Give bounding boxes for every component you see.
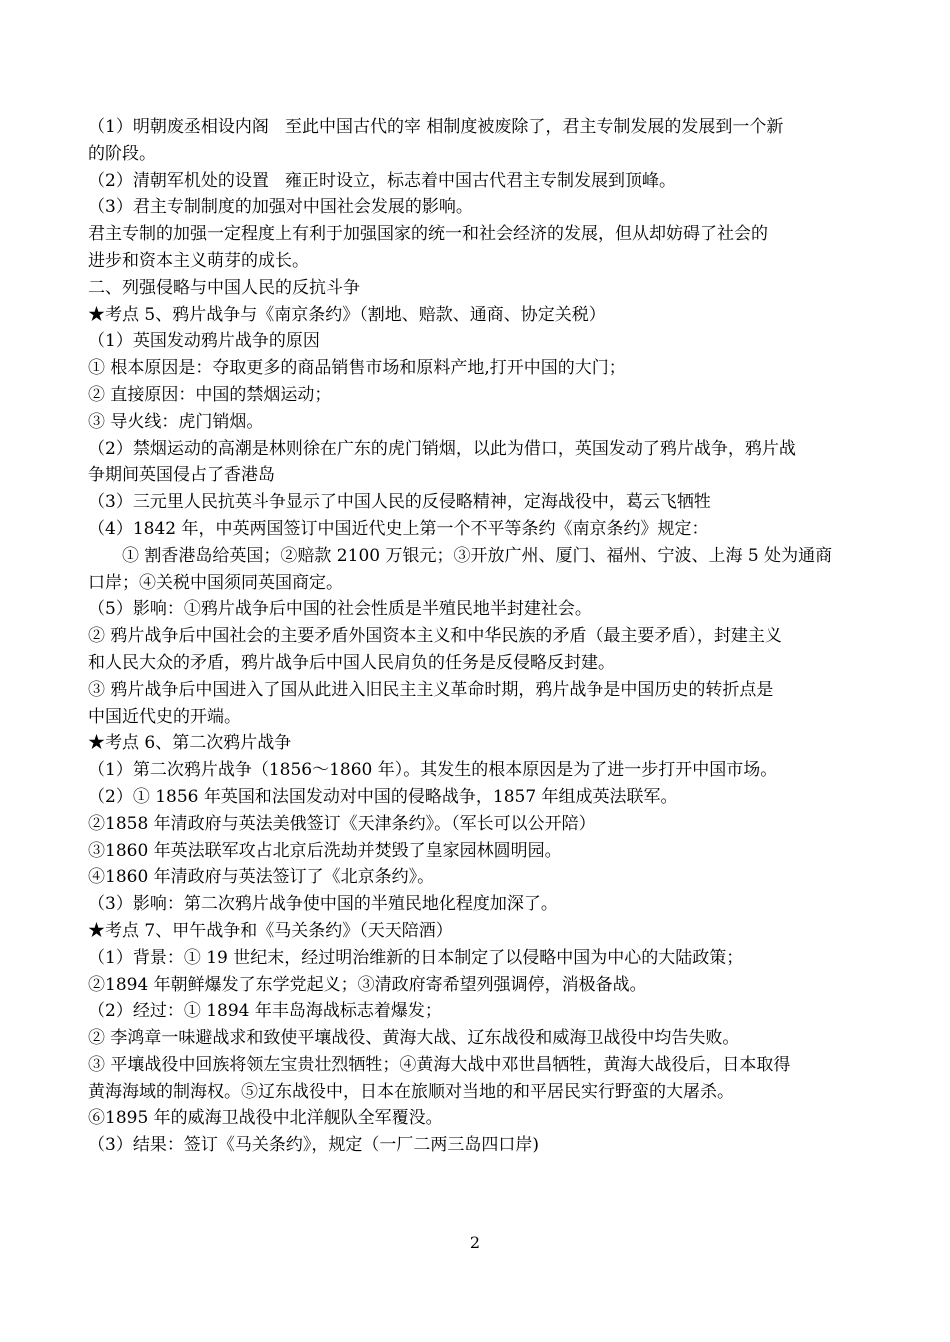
text-line: （3）君主专制制度的加强对中国社会发展的影响。 xyxy=(88,197,473,218)
text-line: ③1860 年英法联军攻占北京后洗劫并焚毁了皇家园林圆明园。 xyxy=(88,840,562,861)
text-line: ② 直接原因：中国的禁烟运动； xyxy=(88,384,332,405)
text-line: （2）经过：① 1894 年丰岛海战标志着爆发； xyxy=(88,1001,442,1022)
text-line: ③ 鸦片战争后中国进入了国从此进入旧民主主义革命时期，鸦片战争是中国历史的转折点是 xyxy=(88,679,774,700)
text-line: ④1860 年清政府与英法签订了《北京条约》。 xyxy=(88,867,435,888)
text-line: （2）清朝军机处的设置 雍正时设立，标志着中国古代君主专制发展到顶峰。 xyxy=(88,170,677,191)
document-body xyxy=(88,114,864,1159)
text-line: ② 李鸿章一味避战求和致使平壤战役、黄海大战、辽东战役和威海卫战役中均告失败。 xyxy=(88,1028,740,1049)
text-line: 君主专制的加强一定程度上有利于加强国家的统一和社会经济的发展，但从却妨碍了社会的 xyxy=(88,224,768,245)
text-line: （3）影响：第二次鸦片战争使中国的半殖民地化程度加深了。 xyxy=(88,894,558,915)
text-line: ②1894 年朝鲜爆发了东学党起义；③清政府寄希望列强调停，消极备战。 xyxy=(88,974,647,995)
text-line: （1）第二次鸦片战争（1856～1860 年）。其发生的根本原因是为了进一步打开中国市场。 xyxy=(88,760,778,781)
text-line: 的阶段。 xyxy=(88,143,156,164)
text-line: （1）英国发动鸦片战争的原因 xyxy=(88,331,320,352)
section-heading: 二、列强侵略与中国人民的反抗斗争 xyxy=(88,277,360,298)
text-line: （2）① 1856 年英国和法国发动对中国的侵略战争，1857 年组成英法联军。 xyxy=(88,786,678,807)
text-line: （3）结果：签订《马关条约》，规定（一厂二两三岛四口岸) xyxy=(88,1135,539,1156)
text-line: （3）三元里人民抗英斗争显示了中国人民的反侵略精神，定海战役中，葛云飞牺牲 xyxy=(88,492,711,513)
text-line: 口岸；④关税中国须同英国商定。 xyxy=(88,572,343,593)
topic-heading: ★考点 6、第二次鸦片战争 xyxy=(88,733,292,754)
text-line: ③ 导火线：虎门销烟。 xyxy=(88,411,264,432)
text-line: ① 根本原因是：夺取更多的商品销售市场和原料产地,打开中国的大门； xyxy=(88,358,626,379)
text-line: （1）明朝废丞相设内阁 至此中国古代的宰 相制度被废除了，君主专制发展的发展到一个新 xyxy=(88,117,784,137)
text-line: 黄海海域的制海权。⑤辽东战役中，日本在旅顺对当地的和平居民实行野蛮的大屠杀。 xyxy=(88,1081,734,1102)
text-line: （1）背景：① 19 世纪末，经过明治维新的日本制定了以侵略中国为中心的大陆政策； xyxy=(88,947,744,968)
text-line: ⑥1895 年的威海卫战役中北洋舰队全军覆没。 xyxy=(88,1108,443,1129)
text-line: 进步和资本主义萌芽的成长。 xyxy=(88,250,309,271)
text-line: ③ 平壤战役中回族将领左宝贵壮烈牺牲；④黄海大战中邓世昌牺牲，黄海大战役后，日本取得 xyxy=(88,1054,791,1075)
text-line: 和人民大众的矛盾，鸦片战争后中国人民肩负的任务是反侵略反封建。 xyxy=(88,652,615,673)
text-line: ① 割香港岛给英国；②赔款 2100 万银元；③开放广州、厦门、福州、宁波、上海 5 处为通商 xyxy=(122,545,833,566)
text-line: ②1858 年清政府与英法美俄签订《天津条约》。（军长可以公开陪） xyxy=(88,813,596,834)
text-line: 争期间英国侵占了香港岛 xyxy=(88,465,275,486)
text-line: ② 鸦片战争后中国社会的主要矛盾外国资本主义和中华民族的矛盾（最主要矛盾），封建主义 xyxy=(88,626,782,647)
topic-heading: ★考点 5、鸦片战争与《南京条约》（割地、赔款、通商、协定关税） xyxy=(88,304,606,325)
text-line: （2）禁烟运动的高潮是林则徐在广东的虎门销烟，以此为借口，英国发动了鸦片战争，鸦片战 xyxy=(88,438,796,459)
page-number: 2 xyxy=(469,1233,481,1252)
text-line: 中国近代史的开端。 xyxy=(88,706,241,727)
topic-heading: ★考点 7、甲午战争和《马关条约》（天天陪酒） xyxy=(88,920,453,941)
text-line: （4）1842 年，中英两国签订中国近代史上第一个不平等条约《南京条约》规定： xyxy=(88,518,709,539)
text-line: （5）影响：①鸦片战争后中国的社会性质是半殖民地半封建社会。 xyxy=(88,599,592,620)
